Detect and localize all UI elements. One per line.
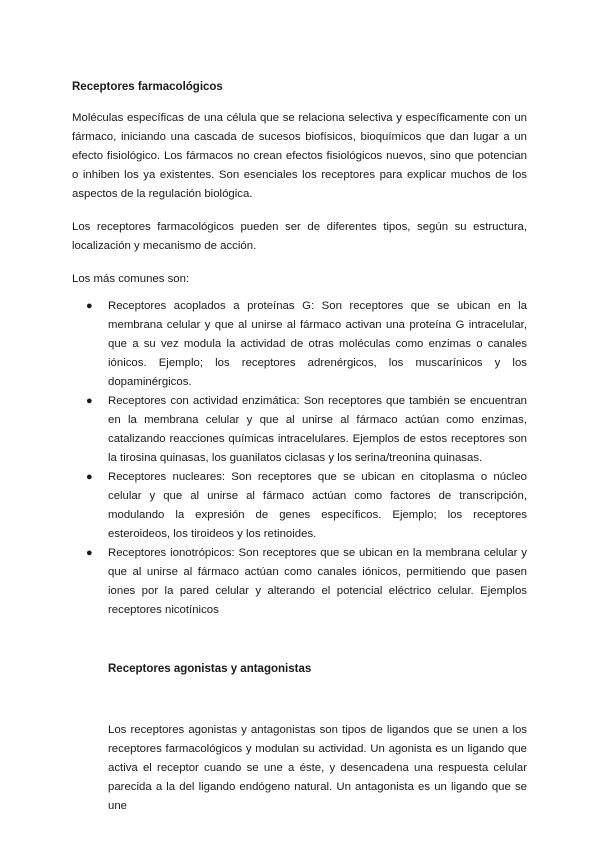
- list-item-text: Receptores ionotrópicos: Son receptores que se ubican en la membrana celular y que al unirse al fármaco actúan como canales iónicos, permitiendo que pasen iones por la pared celular y alterando el potencial eléctrico celular. Ejemplos receptores nicotínicos: [108, 547, 527, 616]
- paragraph-common: Los más comunes son:: [72, 273, 190, 285]
- section-title-receptores: Receptores farmacológicos: [72, 81, 223, 93]
- paragraph-types: Los receptores farmacológicos pueden ser de diferentes tipos, según su estructura, localización y mecanismo de acción.: [72, 221, 527, 252]
- bullet-icon: ●: [86, 395, 93, 407]
- paragraph-agonistas: Los receptores agonistas y antagonistas son tipos de ligandos que se unen a los receptores farmacológicos y modulan su actividad. Un agonista es un ligando que activa el receptor cuando se une a éste, y desencadena una respuesta celular parecida a la del ligando endógeno natural. Un antagonista es un ligando que se une: [108, 724, 527, 812]
- list-item-text: Receptores con actividad enzimática: Son receptores que también se encuentran en la membrana celular y que al unirse al fármaco actúan como enzimas, catalizando reacciones químicas intracelulares. Ejemplos de estos receptores son la tirosina quinasas, los guanilatos ciclasas y los serina/treonina quinasas.: [108, 395, 527, 464]
- list-item: [72, 392, 527, 468]
- bullet-icon: ●: [86, 547, 93, 559]
- bullet-icon: ●: [86, 300, 93, 312]
- paragraph-definition: Moléculas específicas de una célula que se relaciona selectiva y específicamente con un fármaco, iniciando una cascada de sucesos biofísicos, bioquímicos que dan lugar a un efecto fisiológico. Los fármacos no crean efectos fisiológicos nuevos, sino que potencian o inhiben los ya existentes. Son esenciales los receptores para explicar muchos de los aspectos de la regulación biológica.: [72, 112, 527, 200]
- list-item: [72, 297, 527, 392]
- list-item: [72, 544, 527, 620]
- list-item-text: Receptores nucleares: Son receptores que se ubican en citoplasma o núcleo celular y que al unirse al fármaco actúan como factores de transcripción, modulando la expresión de genes específicos. Ejemplo; los receptores esteroideos, los tiroideos y los retinoides.: [108, 471, 527, 540]
- list-item: [72, 468, 527, 544]
- receptor-types-list: [72, 297, 527, 620]
- document-content: [72, 78, 527, 830]
- bullet-icon: ●: [86, 471, 93, 483]
- list-item-text: Receptores acoplados a proteínas G: Son receptores que se ubican en la membrana celular y que al unirse al fármaco activan una proteína G intracelular, que a su vez modula la actividad de otras moléculas como enzimas o canales iónicos. Ejemplo; los receptores adrenérgicos, los muscarínicos y los dopaminérgicos.: [108, 300, 527, 388]
- section-title-agonistas: Receptores agonistas y antagonistas: [108, 663, 312, 675]
